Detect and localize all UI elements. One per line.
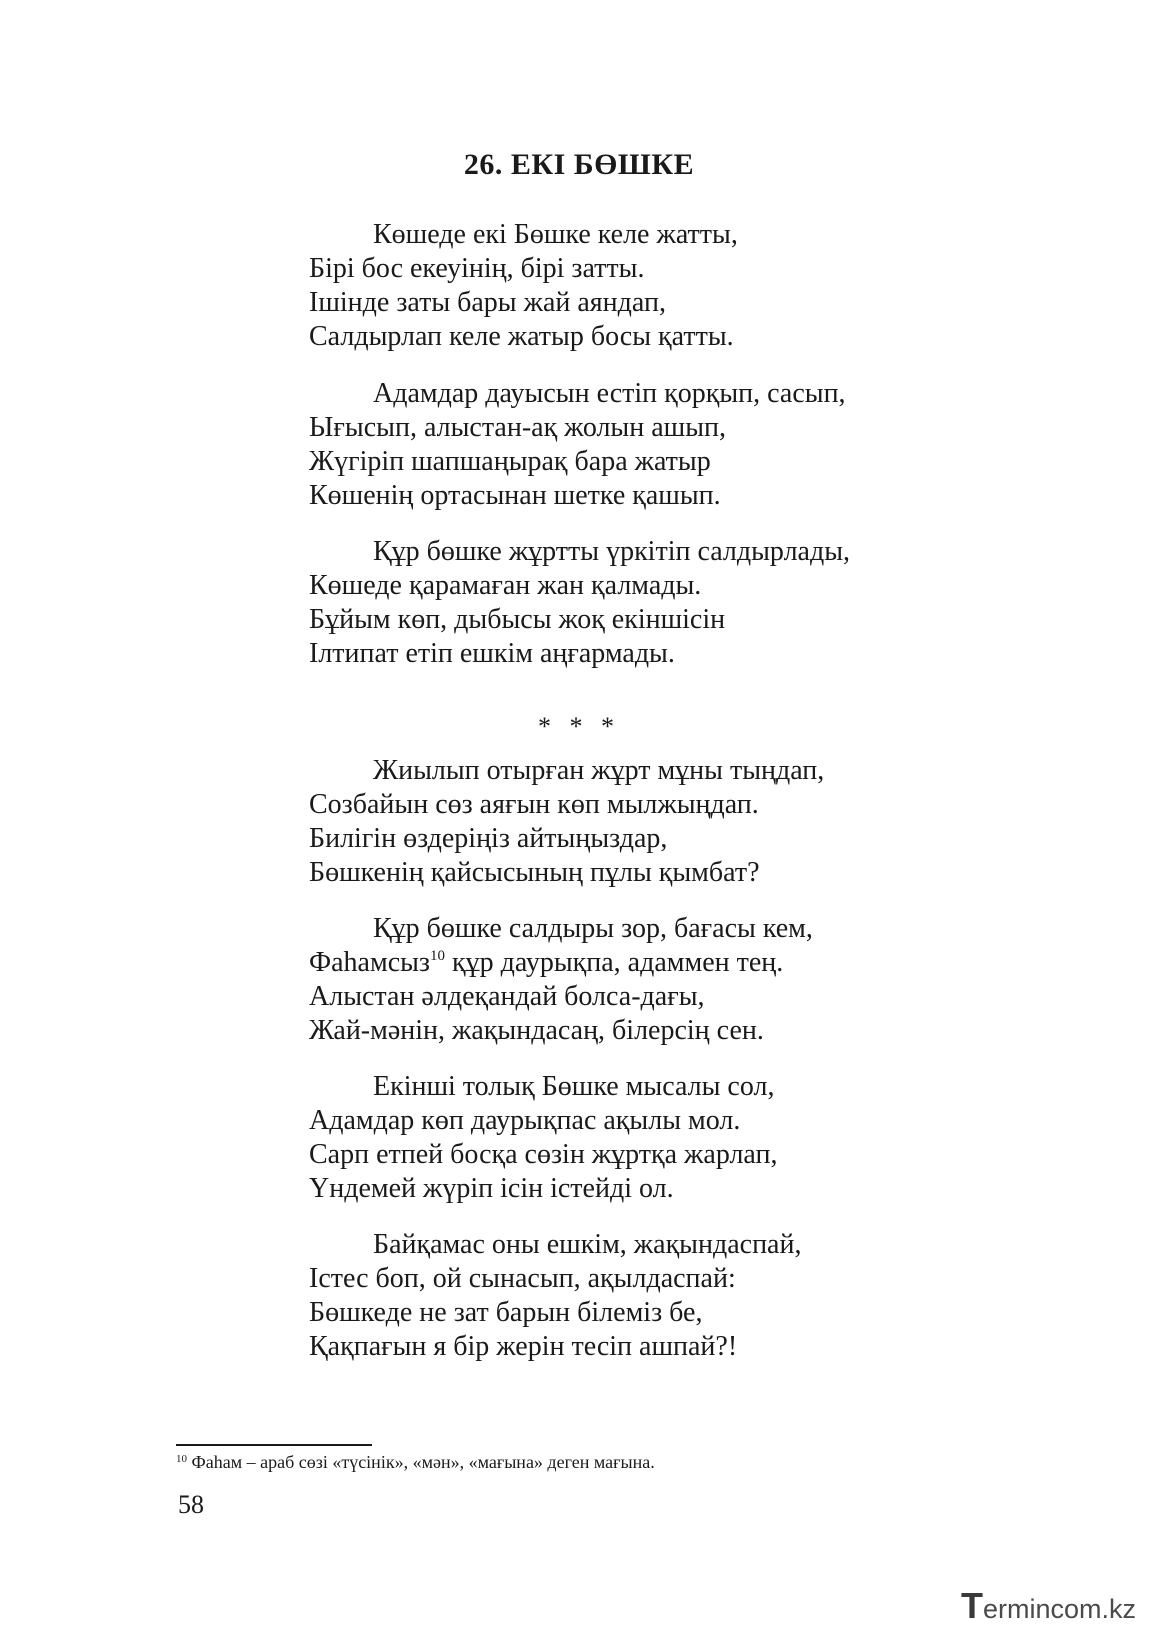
poem-line: [309, 946, 949, 980]
poem-line: Созбайын сөз аяғын көп мылжыңдап.: [309, 789, 759, 820]
poem-line: Адамдар көп даурықпас ақылы мол.: [309, 1105, 741, 1136]
footnote: [176, 1452, 655, 1473]
poem-line: Жүгіріп шапшаңырақ бара жатыр: [309, 446, 711, 477]
poem-line: Ығысып, алыстан-ақ жолын ашып,: [309, 412, 727, 443]
line-rest: құр даурықпа, адаммен тең.: [445, 947, 784, 978]
stanza-7: [309, 1228, 949, 1364]
poem-line: Сарп етпей босқа сөзін жұртқа жарлап,: [309, 1139, 778, 1170]
stanza-3: [309, 535, 949, 671]
poem-line: Көшенің ортасынан шетке қашып.: [309, 480, 721, 511]
poem-line: Құр бөшке салдыры зор, бағасы кем,: [373, 913, 813, 944]
poem-line: Адамдар дауысын естіп қорқып, сасып,: [373, 378, 846, 409]
watermark-text: erminc: [982, 1594, 1064, 1624]
poem-line: Салдырлап келе жатыр босы қатты.: [309, 321, 734, 352]
poem-line: Үндемей жүріп ісін істейді ол.: [309, 1173, 674, 1204]
poem-line: Бөшкенің қайсысының пұлы қымбат?: [309, 857, 760, 888]
footnote-number: 10: [176, 1453, 187, 1465]
stanza-6: [309, 1070, 949, 1206]
poem-line: Қақпағын я бір жерін тесіп ашпай?!: [309, 1331, 738, 1362]
poem-line: Құр бөшке жұртты үркітіп салдырлады,: [373, 536, 851, 567]
stanza-5: [309, 912, 949, 1048]
poem-line: Ілтипат етіп ешкім аңғармады.: [309, 638, 675, 669]
footnote-text: Фаһам – араб сөзі «түсінік», «мән», «мағына» деген мағына.: [191, 1452, 655, 1472]
footnote-divider: [176, 1444, 372, 1446]
poem-line: Істес боп, ой сынасып, ақылдаспай:: [309, 1263, 736, 1294]
poem-line: Жиылып отырған жұрт мұны тыңдап,: [373, 755, 825, 786]
footnote-ref[interactable]: 10: [430, 948, 445, 964]
stanza-4: [309, 754, 949, 890]
watermark-o: o: [1063, 1594, 1079, 1624]
page-number: 58: [178, 1490, 204, 1519]
poem-line: Көшеде екі Бөшке келе жатты,: [373, 219, 738, 250]
footnoted-word: Фаһамсыз: [309, 947, 430, 978]
stanza-1: [309, 218, 949, 354]
section-separator: * * *: [538, 712, 620, 741]
poem-line: Бірі бос екеуінің, бірі затты.: [309, 253, 645, 284]
poem-title: 26. ЕКІ БӨШКЕ: [463, 148, 695, 181]
watermark-logo: [961, 1585, 1136, 1627]
watermark-tail: m.kz: [1079, 1594, 1136, 1624]
poem-line: Жай-мәнін, жақындасаң, білерсің сен.: [309, 1015, 764, 1046]
poem-line: Ішінде заты бары жай аяндап,: [309, 287, 666, 318]
poem-line: Көшеде қарамаған жан қалмады.: [309, 570, 702, 601]
poem-line: Бөшкеде не зат барын білеміз бе,: [309, 1297, 703, 1328]
stanza-2: [309, 377, 949, 513]
poem-line: Бұйым көп, дыбысы жоқ екіншісін: [309, 604, 726, 635]
poem-line: Алыстан әлдеқандай болса-дағы,: [309, 981, 705, 1012]
watermark-initial: T: [960, 1585, 983, 1626]
poem-line: Байқамас оны ешкім, жақындаспай,: [373, 1229, 802, 1260]
poem-line: Билігін өздеріңіз айтыңыздар,: [309, 823, 668, 854]
poem-line: Екінші толық Бөшке мысалы сол,: [373, 1071, 775, 1102]
